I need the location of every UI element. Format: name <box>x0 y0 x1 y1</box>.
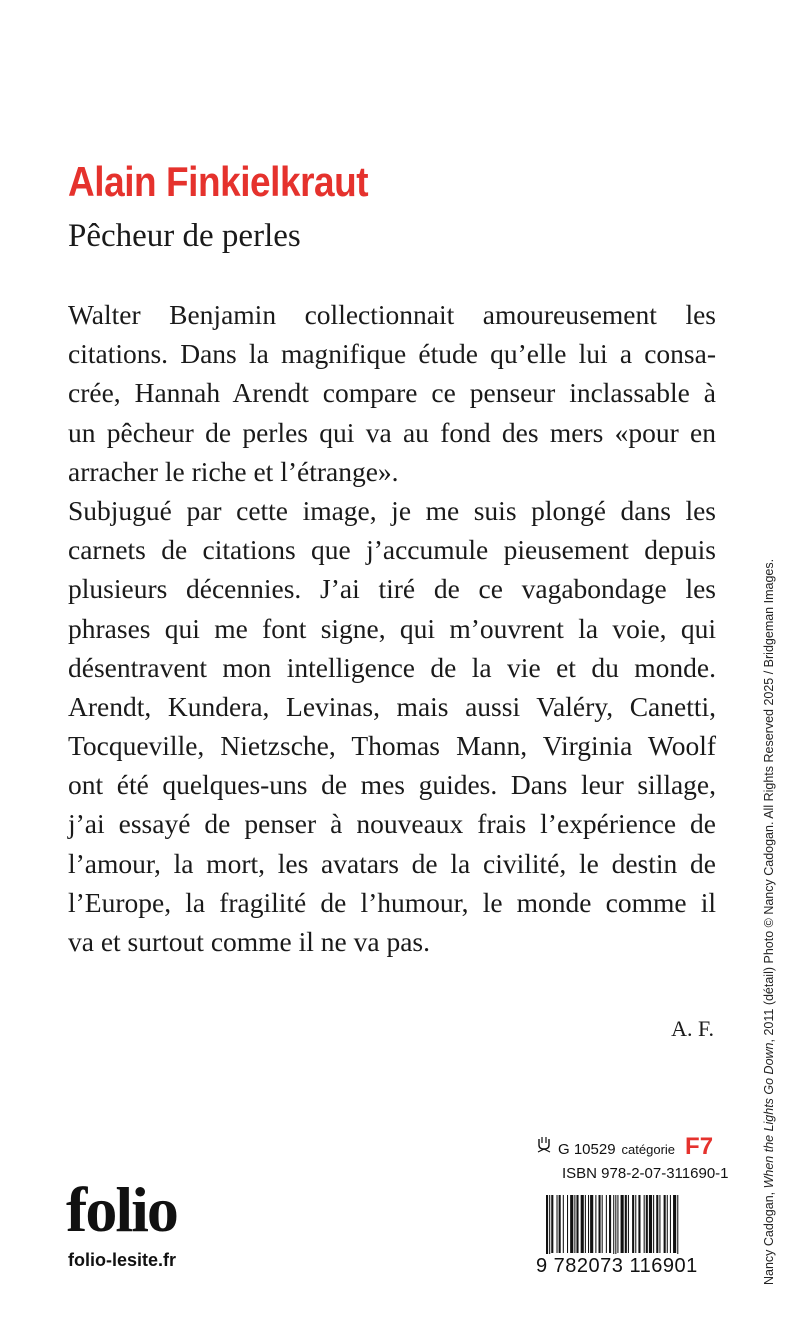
publisher-website: folio-lesite.fr <box>68 1250 177 1270</box>
back-cover-blurb <box>68 295 716 961</box>
blurb-line: ont été quelques-uns de mes guides. Dans leur sillage, <box>68 769 716 801</box>
barcode-bar <box>588 1195 589 1253</box>
blurb-line: va et surtout comme il ne va pas. <box>68 926 430 957</box>
barcode-bar <box>585 1195 586 1253</box>
blurb-line: Tocqueville, Nietzsche, Thomas Mann, Virginia Woolf <box>68 730 716 762</box>
blurb-line: désentravent mon intelligence de la vie et du monde. <box>68 651 716 683</box>
credit-prefix: Nancy Cadogan, <box>762 1188 776 1285</box>
barcode-bar <box>621 1195 624 1253</box>
barcode-bar <box>635 1195 636 1253</box>
barcode-bar <box>613 1195 614 1261</box>
publisher-emblem-icon <box>536 1136 552 1154</box>
barcode-bar <box>659 1195 660 1253</box>
blurb-line: l’amour, la mort, les avatars de la civilité, le destin de <box>68 847 716 879</box>
blurb-line: citations. Dans la magnifique étude qu’elle lui a consa- <box>68 338 716 370</box>
barcode-bar <box>646 1195 648 1253</box>
catalog-code-row <box>536 1133 713 1161</box>
credit-suffix: , 2011 (détail) Photo © Nancy Cadogan. All Rights Reserved 2025 / Bridgeman Images. <box>762 558 776 1043</box>
barcode-bar <box>653 1195 654 1253</box>
barcode-bar <box>656 1195 658 1253</box>
barcode-bar <box>632 1195 634 1253</box>
blurb-line: Arendt, Kundera, Levinas, mais aussi Valéry, Canetti, <box>68 690 716 722</box>
barcode-bar <box>625 1195 627 1253</box>
barcode-bar <box>617 1195 618 1253</box>
barcode-bar <box>546 1195 548 1261</box>
barcode-bar <box>557 1195 558 1253</box>
blurb-line: j’ai essayé de penser à nouveaux frais l’expérience de <box>68 808 716 840</box>
barcode-bar <box>567 1195 568 1253</box>
barcode-bar <box>590 1195 593 1253</box>
barcode-bar <box>649 1195 652 1253</box>
blurb-line: Subjugué par cette image, je me suis plongé dans les <box>68 494 716 526</box>
blurb-line: plusieurs décennies. J’ai tiré de ce vagabondage les <box>68 573 716 605</box>
folio-logo: folio <box>66 1174 177 1245</box>
barcode-bar <box>673 1195 676 1253</box>
barcode-bar <box>638 1195 640 1253</box>
isbn: ISBN 978-2-07-311690-1 <box>562 1165 729 1182</box>
barcode-digits: 9 782073 116901 <box>536 1254 714 1278</box>
barcode-bar <box>599 1195 601 1253</box>
barcode-bar <box>609 1195 611 1253</box>
blurb-line: carnets de citations que j’accumule pieusement depuis <box>68 534 716 566</box>
credit-artwork-title: When the Lights Go Down <box>762 1042 776 1189</box>
blurb-line: l’Europe, la fragilité de l’humour, le monde comme il <box>68 886 716 918</box>
barcode-bar <box>551 1195 553 1253</box>
blurb-line: crée, Hannah Arendt compare ce penseur inclassable à <box>68 377 716 409</box>
barcode-bar <box>667 1195 668 1253</box>
barcode-bar <box>615 1195 616 1261</box>
barcode-bar <box>628 1195 629 1253</box>
g-code: G 10529 <box>558 1141 616 1158</box>
category-label: catégorie <box>621 1142 676 1157</box>
barcode-bar <box>644 1195 645 1253</box>
blurb-line: Walter Benjamin collectionnait amoureusement les <box>68 299 716 330</box>
blurb-line: un pêcheur de perles qui va au fond des mers «pour en <box>68 416 716 448</box>
barcode-bar <box>574 1195 575 1253</box>
barcode-bar <box>549 1195 550 1261</box>
author-initials: A. F. <box>671 1016 714 1041</box>
barcode-bar <box>670 1195 671 1253</box>
barcode-bar <box>563 1195 564 1253</box>
barcode-bar <box>602 1195 603 1253</box>
barcode-bar <box>559 1195 561 1253</box>
barcode-bar <box>677 1195 678 1261</box>
barcode-bar <box>595 1195 596 1253</box>
author-name: Alain Finkielkraut <box>68 158 369 205</box>
barcode-bar <box>576 1195 578 1253</box>
barcode-bar <box>664 1195 666 1253</box>
blurb-line: phrases qui me font signe, qui m’ouvrent la voie, qui <box>68 612 716 644</box>
barcode-bar <box>606 1195 607 1253</box>
barcode-bar <box>570 1195 573 1253</box>
photo-credit <box>762 558 776 1285</box>
category-code: F7 <box>685 1133 714 1160</box>
book-title: Pêcheur de perles <box>68 218 301 254</box>
barcode-bar <box>581 1195 584 1253</box>
blurb-line: arracher le riche et l’étrange». <box>68 455 399 487</box>
